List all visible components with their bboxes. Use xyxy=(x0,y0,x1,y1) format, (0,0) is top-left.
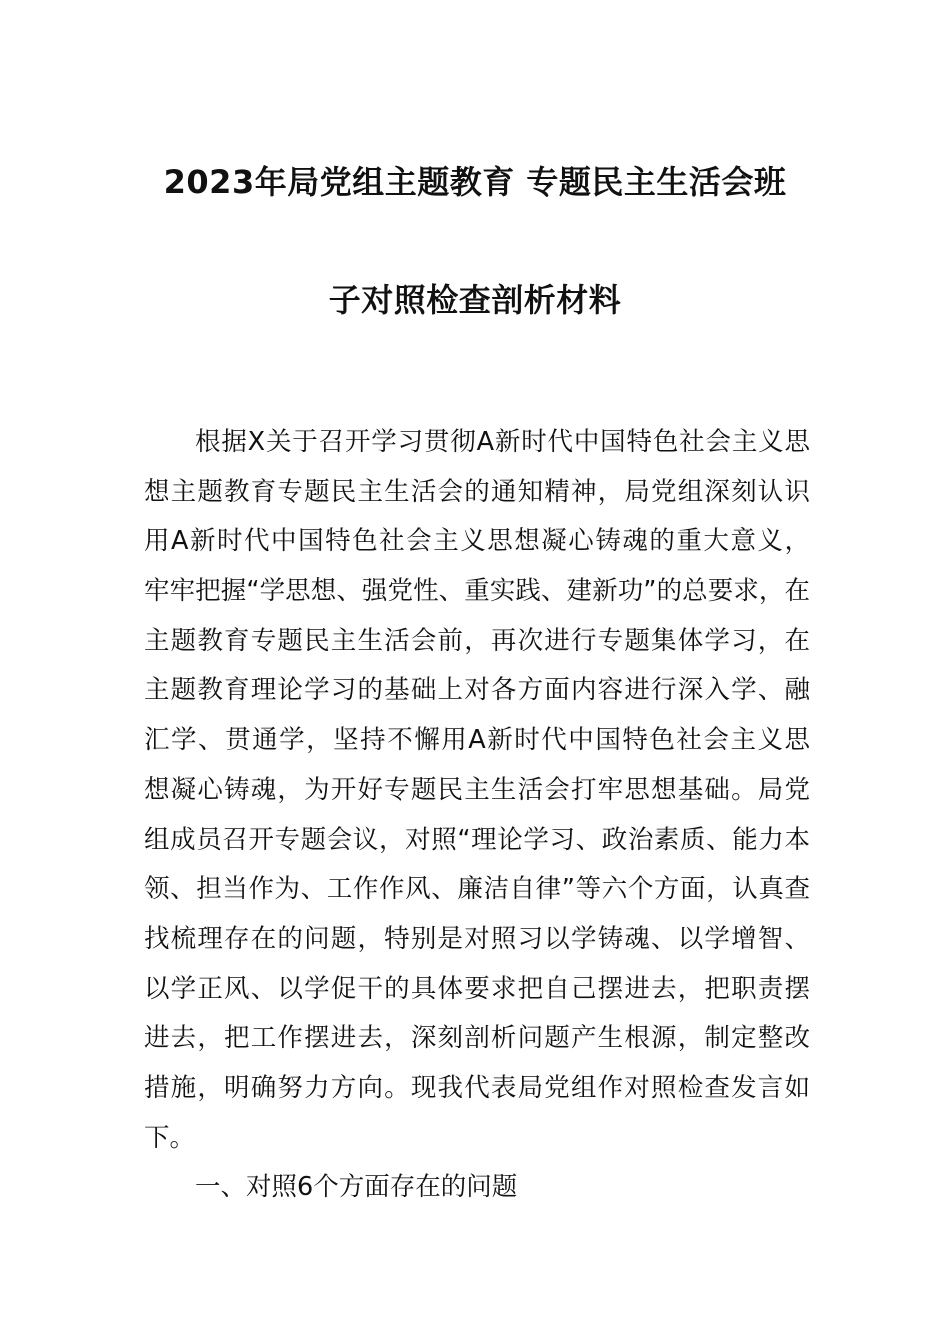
paragraph-line: 领、担当作为、工作作风、廉洁自律”等六个方面，认真查 xyxy=(144,874,810,905)
paragraph-line: 主题教育专题民主生活会前，再次进行专题集体学习，在 xyxy=(144,625,810,656)
paragraph-line: 主题教育理论学习的基础上对各方面内容进行深入学、融 xyxy=(144,675,810,706)
body-paragraph xyxy=(144,418,810,1163)
document-title-line-1: 2023年局党组主题教育 专题民主生活会班 xyxy=(163,163,787,201)
paragraph-line: 进去，把工作摆进去，深刻剖析问题产生根源，制定整改 xyxy=(144,1023,810,1054)
section-heading: 一、对照6个方面存在的问题 xyxy=(195,1172,518,1202)
paragraph-line: 措施，明确努力方向。现我代表局党组作对照检查发言如 xyxy=(144,1072,810,1103)
paragraph-line: 汇学、贯通学，坚持不懈用A新时代中国特色社会主义思 xyxy=(144,725,810,756)
paragraph-line: 用A新时代中国特色社会主义思想凝心铸魂的重大意义， xyxy=(144,526,810,557)
paragraph-line: 以学正风、以学促干的具体要求把自己摆进去，把职责摆 xyxy=(144,973,810,1004)
paragraph-line: 根据X关于召开学习贯彻A新时代中国特色社会主义思 xyxy=(195,427,810,457)
paragraph-line: 牢牢把握“学思想、强党性、重实践、建新功”的总要求，在 xyxy=(144,576,810,607)
paragraph-line: 下。 xyxy=(144,1122,196,1153)
document-title-line-2: 子对照检查剖析材料 xyxy=(328,281,622,319)
paragraph-line: 想凝心铸魂，为开好专题民主生活会打牢思想基础。局党 xyxy=(144,774,810,805)
paragraph-line: 找梳理存在的问题，特别是对照习以学铸魂、以学增智、 xyxy=(144,923,810,954)
paragraph-line: 组成员召开专题会议，对照“理论学习、政治素质、能力本 xyxy=(144,824,810,855)
paragraph-line: 想主题教育专题民主生活会的通知精神，局党组深刻认识 xyxy=(144,476,810,507)
